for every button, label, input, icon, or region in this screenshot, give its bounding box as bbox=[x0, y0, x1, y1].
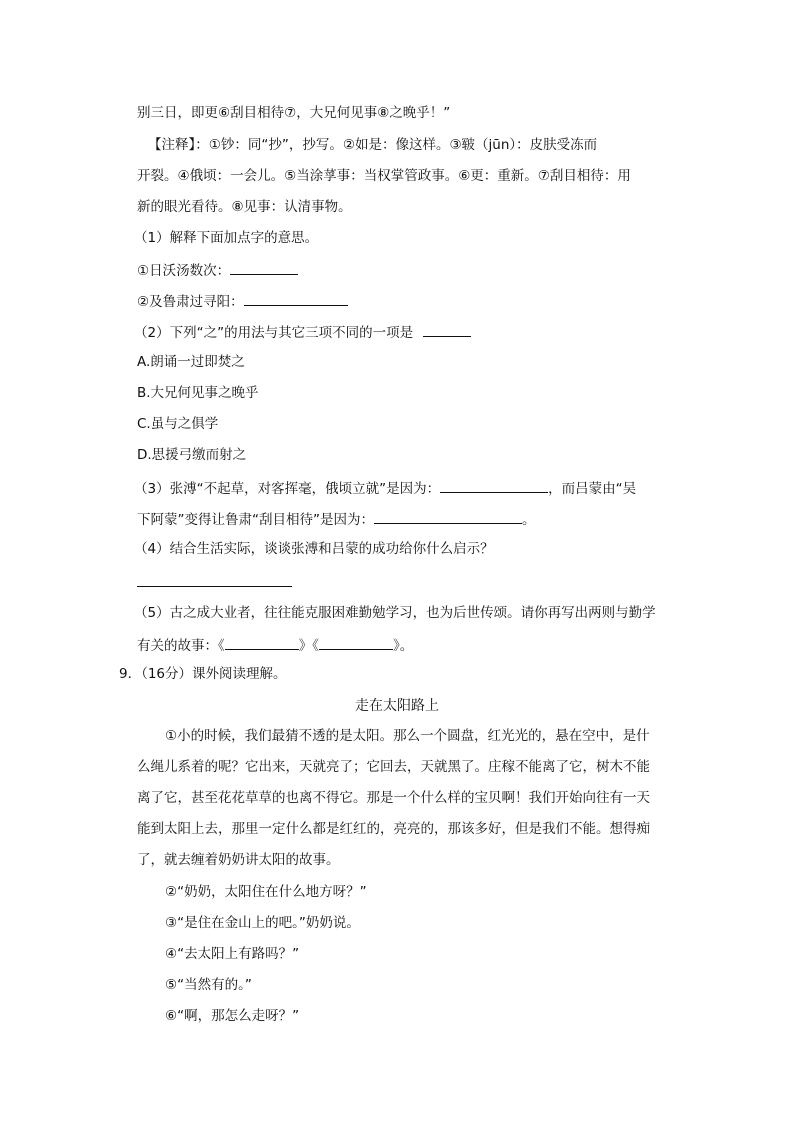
question-1-item-1-text: ①日沃汤数次： bbox=[137, 263, 231, 279]
answer-blank[interactable] bbox=[225, 635, 299, 650]
answer-blank[interactable] bbox=[440, 478, 548, 493]
paragraph-1-line-4: 能到太阳上去，那里一定什么都是红红的，亮亮的，那该多好，但是我们不能。想得痴 bbox=[137, 821, 650, 837]
answer-blank[interactable] bbox=[374, 509, 522, 524]
option-a: A.朗诵一过即焚之 bbox=[137, 354, 245, 370]
question-2-stem-text: （2）下列“之”的用法与其它三项不同的一项是 bbox=[134, 325, 414, 341]
answer-blank[interactable] bbox=[244, 291, 348, 306]
paragraph-4: ④“去太阳上有路吗？” bbox=[165, 946, 300, 962]
question-4-answer-blank[interactable] bbox=[137, 586, 292, 587]
question-5-line-2-b: 》《 bbox=[298, 638, 319, 654]
question-5-line-2-c: 》。 bbox=[393, 638, 414, 654]
paragraph-6: ⑥“啊，那怎么走呀？” bbox=[165, 1008, 300, 1024]
option-d: D.思援弓缴而射之 bbox=[137, 447, 247, 463]
notes-line-3: 新的眼光看待。⑧见事：认清事物。 bbox=[137, 199, 352, 215]
question-1-item-1 bbox=[137, 260, 298, 280]
question-3-line-1-b: ，而吕蒙由“吴 bbox=[548, 481, 637, 497]
notes-line-1: 【注释】：①钞：同“抄”，抄写。②如是：像这样。③皲（jūn）：皮肤受冻而 bbox=[148, 137, 598, 153]
question-1-item-2 bbox=[137, 291, 348, 311]
paragraph-2: ②“奶奶，太阳住在什么地方呀？” bbox=[165, 884, 367, 900]
story-end-line: 别三日，即更⑥刮目相待⑦，大兄何见事⑧之晚乎！” bbox=[137, 105, 451, 121]
paragraph-1-line-1: ①小的时候，我们最猜不透的是太阳。那么一个圆盘，红光光的，悬在空中，是什 bbox=[165, 728, 650, 744]
paragraph-3: ③“是住在金山上的吧。”奶奶说。 bbox=[165, 915, 360, 931]
option-b: B.大兄何见事之晚乎 bbox=[137, 385, 259, 401]
answer-blank[interactable] bbox=[423, 322, 471, 337]
passage-title: 走在太阳路上 bbox=[355, 698, 439, 714]
question-3-line-1 bbox=[134, 478, 636, 498]
question-1-item-2-text: ②及鲁肃过寻阳： bbox=[137, 294, 244, 310]
answer-blank[interactable] bbox=[230, 260, 298, 275]
paragraph-1-line-3: 离了它，甚至花花草草的也离不得它。那是一个什么样的宝贝啊！我们开始向往有一天 bbox=[137, 790, 650, 806]
question-3-line-2 bbox=[137, 509, 535, 529]
question-5-line-2-a: 有关的故事：《 bbox=[137, 638, 225, 654]
question-5-line-1: （5）古之成大业者，往往能克服困难勤勉学习，也为后世传颂。请你再写出两则与勤学 bbox=[134, 605, 656, 621]
paragraph-1-line-2: 么绳儿系着的呢？它出来，天就亮了；它回去，天就黑了。庄稼不能离了它，树木不能 bbox=[137, 759, 650, 775]
paragraph-5: ⑤“当然有的。” bbox=[165, 977, 252, 993]
answer-blank[interactable] bbox=[319, 635, 393, 650]
notes-line-2: 开裂。④俄顷：一会儿。⑤当涂莩事：当权掌管政事。⑥更：重新。⑦刮目相待：用 bbox=[137, 168, 631, 184]
paragraph-1-line-5: 了，就去缠着奶奶讲太阳的故事。 bbox=[137, 852, 340, 868]
question-2-stem bbox=[134, 322, 471, 342]
question-1-stem: （1）解释下面加点字的意思。 bbox=[134, 230, 319, 246]
question-3-line-2-b: 。 bbox=[521, 512, 536, 528]
question-5-line-2 bbox=[137, 635, 413, 655]
question-3-line-2-a: 下阿蒙”变得让鲁肃“刮目相待”是因为： bbox=[137, 512, 374, 528]
question-9-heading: 9．（16分）课外阅读理解。 bbox=[119, 666, 287, 682]
option-c: C.虽与之俱学 bbox=[137, 416, 219, 432]
question-4-stem: （4）结合生活实际，谈谈张溥和吕蒙的成功给你什么启示？ bbox=[134, 541, 494, 557]
question-3-line-1-a: （3）张溥“不起草，对客挥毫，俄顷立就”是因为： bbox=[134, 481, 441, 497]
